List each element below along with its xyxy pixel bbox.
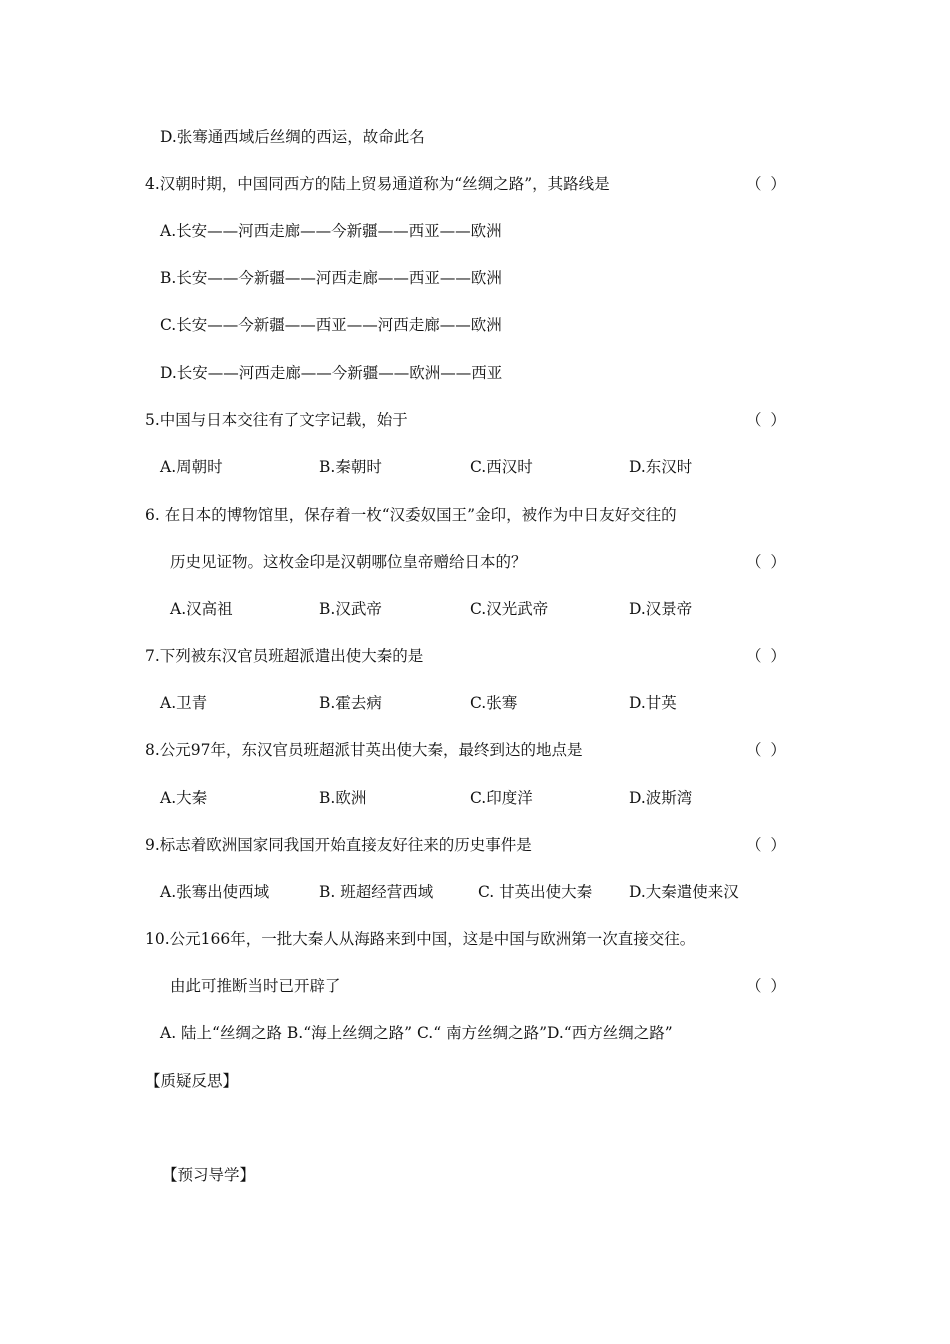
q10-options: A. 陆上“丝绸之路 B.“海上丝绸之路” C.“ 南方丝绸之路”D.“西方丝绸之路” [160, 1024, 673, 1042]
q7-option-d: D.甘英 [629, 694, 677, 712]
q6-stem-line2: 历史见证物。这枚金印是汉朝哪位皇帝赠给日本的？ [170, 553, 527, 571]
q5-option-d: D.东汉时 [629, 458, 693, 476]
q8-option-a: A.大秦 [160, 789, 208, 807]
q6-option-c: C.汉光武帝 [470, 600, 549, 618]
q6-option-a: A.汉高祖 [170, 600, 233, 618]
q7-answer-blank: （ ） [746, 647, 788, 665]
q7-option-c: C.张骞 [470, 694, 518, 712]
q4-option-b: B.长安——今新疆——河西走廊——西亚——欧洲 [160, 269, 502, 287]
q9-option-b: B. 班超经营西域 [319, 883, 434, 901]
q6-stem-line1: 6. 在日本的博物馆里，保存着一枚“汉委奴国王”金印，被作为中日友好交往的 [145, 506, 677, 524]
q5-answer-blank: （ ） [746, 411, 788, 429]
q9-option-d: D.大秦遣使来汉 [629, 883, 739, 901]
q4-answer-blank: （ ） [746, 175, 788, 193]
q10-stem-line1: 10.公元166年，一批大秦人从海路来到中国，这是中国与欧洲第一次直接交往。 [145, 930, 696, 948]
q7-stem: 7.下列被东汉官员班超派遣出使大秦的是 [145, 647, 424, 665]
q6-option-b: B.汉武帝 [319, 600, 382, 618]
q8-option-c: C.印度洋 [470, 789, 533, 807]
q10-stem-line2: 由此可推断当时已开辟了 [170, 977, 341, 995]
q4-option-d: D.长安——河西走廊——今新疆——欧洲——西亚 [160, 364, 503, 382]
q9-stem: 9.标志着欧洲国家同我国开始直接友好往来的历史事件是 [145, 836, 532, 854]
section-preview-heading: 【预习导学】 [162, 1166, 256, 1184]
q4-option-a: A.长安——河西走廊——今新疆——西亚——欧洲 [160, 222, 502, 240]
q3-option-d: D.张骞通西域后丝绸的西运，故命此名 [160, 128, 425, 146]
q5-option-a: A.周朝时 [160, 458, 223, 476]
q8-option-b: B.欧洲 [319, 789, 367, 807]
q10-answer-blank: （ ） [746, 977, 788, 995]
q6-answer-blank: （ ） [746, 553, 788, 571]
q7-option-b: B.霍去病 [319, 694, 382, 712]
q5-option-c: C.西汉时 [470, 458, 533, 476]
q4-stem: 4.汉朝时期，中国同西方的陆上贸易通道称为“丝绸之路”，其路线是 [145, 175, 610, 193]
q4-option-c: C.长安——今新疆——西亚——河西走廊——欧洲 [160, 316, 502, 334]
q8-answer-blank: （ ） [746, 741, 788, 759]
q5-stem: 5.中国与日本交往有了文字记载，始于 [145, 411, 408, 429]
q6-option-d: D.汉景帝 [629, 600, 693, 618]
section-reflection-heading: 【质疑反思】 [145, 1072, 239, 1090]
q8-stem: 8.公元97年，东汉官员班超派甘英出使大秦，最终到达的地点是 [145, 741, 583, 759]
q9-answer-blank: （ ） [746, 836, 788, 854]
q8-option-d: D.波斯湾 [629, 789, 693, 807]
q9-option-c: C. 甘英出使大秦 [478, 883, 593, 901]
q5-option-b: B.秦朝时 [319, 458, 382, 476]
q9-option-a: A.张骞出使西域 [160, 883, 270, 901]
q7-option-a: A.卫青 [160, 694, 208, 712]
